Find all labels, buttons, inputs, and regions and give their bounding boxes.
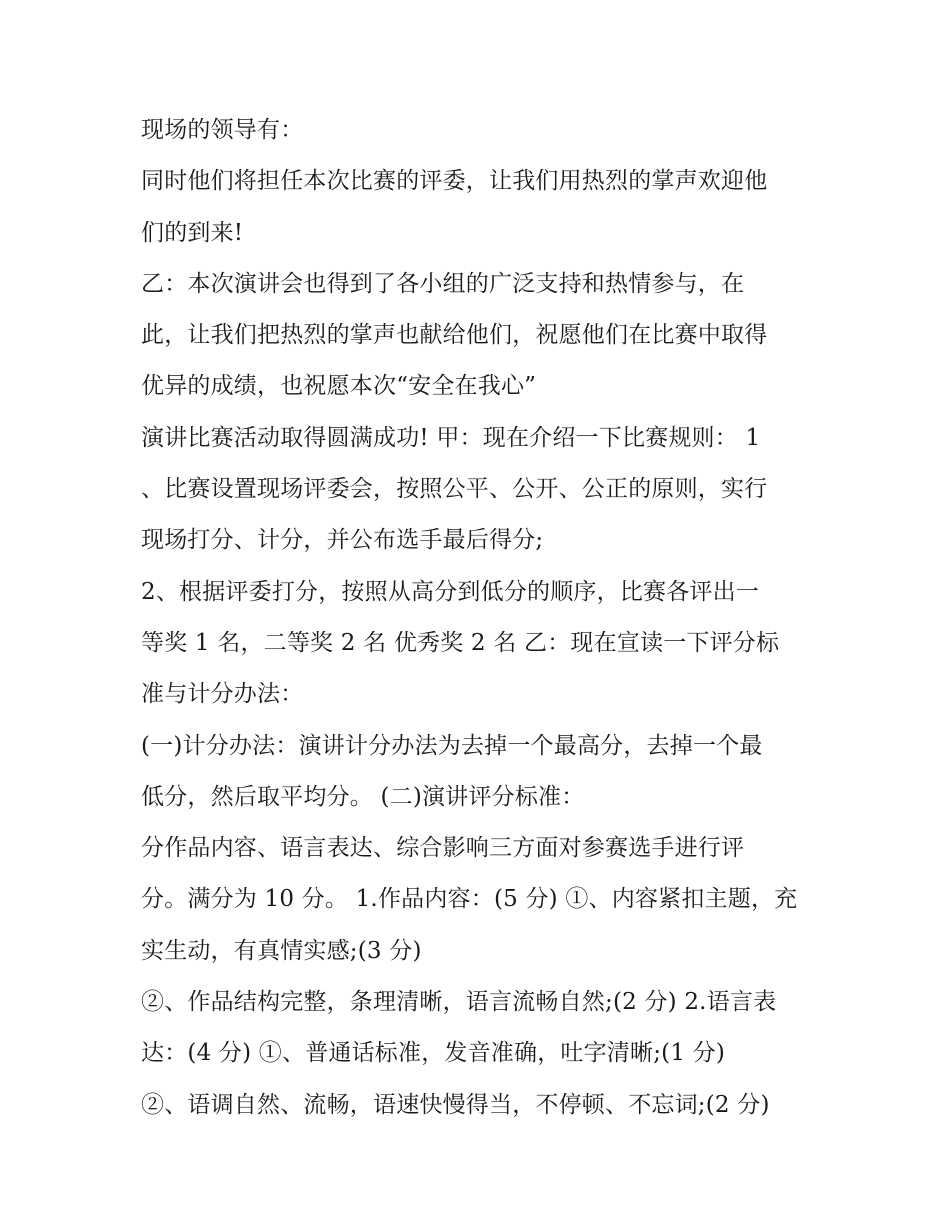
text-line: 2、根据评委打分，按照从高分到低分的顺序，比赛各评出一: [141, 578, 760, 605]
text-line: 准与计分办法：: [141, 681, 304, 708]
text-line: 分作品内容、语言表达、综合影响三方面对参赛选手进行评: [141, 835, 745, 862]
text-line: ②、作品结构完整，条理清晰，语言流畅自然;(2 分) 2.语言表: [141, 989, 777, 1016]
text-line: 们的到来!: [141, 219, 244, 246]
text-line: (一)计分办法：演讲计分办法为去掉一个最高分，去掉一个最: [141, 732, 763, 759]
text-line: 演讲比赛活动取得圆满成功! 甲：现在介绍一下比赛规则： 1: [141, 424, 761, 451]
text-line: 达：(4 分) ①、普通话标准，发音准确，吐字清晰;(1 分): [141, 1040, 726, 1067]
document-body: [141, 108, 821, 1134]
text-line: 现场打分、计分，并公布选手最后得分;: [141, 527, 544, 554]
text-line: 乙：本次演讲会也得到了各小组的广泛支持和热情参与，在: [141, 270, 745, 297]
text-line: 实生动，有真情实感;(3 分): [141, 937, 422, 964]
text-line: 同时他们将担任本次比赛的评委，让我们用热烈的掌声欢迎他: [141, 168, 768, 195]
text-line: 低分，然后取平均分。 (二)演讲评分标准：: [141, 783, 585, 810]
text-line: ②、语调自然、流畅，语速快慢得当，不停顿、不忘词;(2 分): [141, 1091, 770, 1118]
text-line: 分。满分为 10 分。 1.作品内容：(5 分) ①、内容紧扣主题，充: [141, 886, 798, 913]
text-line: 、比赛设置现场评委会，按照公平、公开、公正的原则，实行: [141, 476, 768, 503]
text-line: 等奖 1 名，二等奖 2 名 优秀奖 2 名 乙：现在宣读一下评分标: [141, 629, 780, 656]
text-line: 优异的成绩，也祝愿本次“安全在我心”: [141, 373, 537, 400]
text-line: 现场的领导有：: [141, 117, 304, 143]
text-line: 此，让我们把热烈的掌声也献给他们，祝愿他们在比赛中取得: [141, 322, 768, 349]
